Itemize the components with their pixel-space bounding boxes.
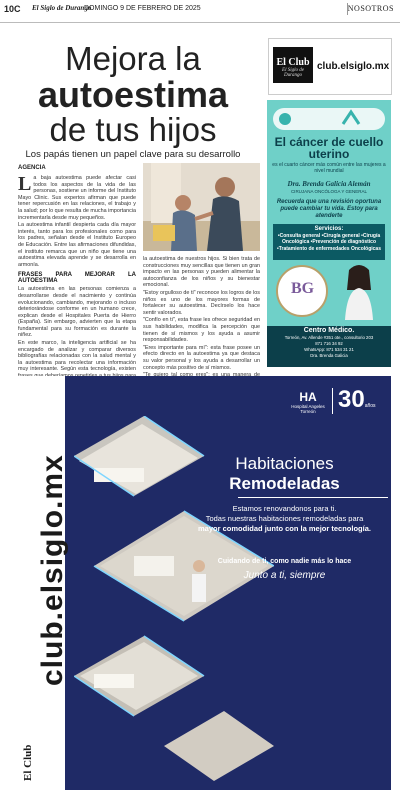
doctor-name: Dra. Brenda Galicia Alemán xyxy=(287,180,371,188)
article-headline xyxy=(8,42,258,147)
article-subheading: FRASES PARA MEJORAR LA AUTOESTIMA xyxy=(18,272,136,285)
phone: 871 716 34 92 xyxy=(315,341,343,346)
article-photo xyxy=(143,163,260,251)
article-paragraph: "Confío en ti", esta frase les ofrece seguridad en sus habilidades, modifica la percepción que tienen de sí mismos y los ayuda a asumir responsabilidades. xyxy=(143,317,260,344)
ad-headline-2: Remodeladas xyxy=(229,474,340,493)
drop-cap: L xyxy=(18,173,32,195)
doctor-portrait xyxy=(337,260,381,320)
section-name: NOSOTROS xyxy=(347,4,394,13)
doctor-specialty: CIRUJANA ONCÓLOGA Y GENERAL xyxy=(290,189,368,194)
vertical-logo: El Club xyxy=(22,744,34,781)
cancer-awareness-ad[interactable] xyxy=(267,100,391,367)
ribbon-banner xyxy=(273,108,385,130)
ad-headline-1: Habitaciones xyxy=(235,454,334,473)
address: Torreón, Av. Allende #351 ote., consultorio 203 xyxy=(284,335,374,340)
hospital-logo: HA Hospital Angeles Torreón xyxy=(291,390,325,414)
page-number: 10C xyxy=(4,4,21,14)
article-paragraph: "Estoy orgulloso de ti" reconoce los logros de los niños es uno de los mayores formas de fortalecer su autoestima. Decírselo los hace sentir valorados. xyxy=(143,289,260,316)
ad-body: Estamos renovandonos para ti. Todas nuestras habitaciones remodeladas para mayor comodidad junto con la mejor tecnología. xyxy=(198,504,371,533)
club-logo: El Club El Siglo de Durango xyxy=(273,47,313,83)
article-deck: Los papás tienen un papel clave para su desarrollo xyxy=(25,149,241,160)
services-list: •Consulta general •Cirugía general •Cirugía Oncológica •Prevención de diagnóstico •Tratamiento de enfermedades Oncológicas xyxy=(276,232,381,252)
article-paragraph: la autoestima de nuestros hijos. Si bien trata de construcciones muy sencillas que tienen un gran impacto en las personas y pueden alimentar la autoconfianza de los niños y su bienestar emocional. xyxy=(143,256,260,289)
article-paragraph: La baja autoestima puede afectar casi todos los aspectos de la vida de las personas, sostiene un informe del Instituto Mayo Clinic. Sus expertos afirman que puede tener repercusión en las relaciones, el trabajo y la salud; por lo que resulta de mucha importancia incrementarla desde muy pequeños. xyxy=(18,173,136,221)
publication-name: El Siglo de Durango xyxy=(32,4,92,12)
headline-line-1: Mejora la xyxy=(65,40,201,77)
article-paragraph: La autoestima en las personas comienza a desarrollarse desde el nacimiento y continúa evolucionando, cambiando, mejorando o incluso deteriorándose conforme en un humano crece, explican desde el Hospitales Puerta de Hierro (España). Sin embargo, advierten que la etapa fundamental para su formación es durante la niñez. xyxy=(18,286,136,339)
article-paragraph: En este marco, la inteligencia artificial se ha encargado de analizar y comparar diversos bibliografías relacionadas con la salud mental y la autoestima para recolectar una información muy interesante. Según esta tecnología, existen xyxy=(18,340,136,373)
article-paragraph: "Eres importante para mí": esta frase posee un efecto directo en la autoestima ya que destaca su valor personal y los ayuda a desarrollar un concepto más positivo de sí mismos. xyxy=(143,344,260,371)
facebook: Dra. Brenda Galicia xyxy=(310,353,348,358)
logo-divider xyxy=(332,388,333,414)
vertical-url[interactable]: club.elsiglo.mx xyxy=(36,454,69,686)
center-name: Centro Médico. xyxy=(303,327,355,334)
article-paragraph: La autoestima infantil despierta cada día mayor interés, tanto para los profesionales como para los padres, señalan desde el Instituto Europeo de Educación. Entre las afirmaciones difundidas, el instituto remarca que un niño que tiene una autoestima elevada aprende y se desarrolla en armonía. xyxy=(18,222,136,268)
issue-date: DOMINGO 9 DE FEBRERO DE 2025 xyxy=(84,5,201,12)
hospital-ad[interactable] xyxy=(8,376,391,790)
club-ad[interactable] xyxy=(268,38,392,95)
club-url[interactable]: club.elsiglo.mx xyxy=(317,61,390,72)
reminder-text: Recuerda que una revisión oportuna puede cambiar tu vida. Estoy para atenderte xyxy=(276,199,382,219)
services-box xyxy=(273,224,385,260)
headline-rule xyxy=(238,497,388,498)
contact-footer xyxy=(267,326,391,367)
doctor-logo: BG xyxy=(276,265,328,317)
slogan-2: Junto a ti, siempre xyxy=(243,570,326,581)
article-byline: AGENCIA xyxy=(18,165,46,171)
whatsapp: WhatsApp: 871 534 31 21 xyxy=(304,347,354,352)
page-header xyxy=(0,0,400,23)
slogan-1: Cuidando de ti, como nadie más lo hace xyxy=(217,558,352,565)
anniversary-badge: 30años xyxy=(338,386,376,413)
cancer-subtitle: es el cuarto cáncer más común entre las mujeres a nivel mundial xyxy=(272,162,386,174)
awareness-ribbon-icon xyxy=(273,108,385,130)
headline-line-2: autoestima xyxy=(37,74,229,115)
services-title: Servicios: xyxy=(314,226,344,232)
cancer-title: El cáncer de cuello uterino xyxy=(274,135,384,161)
headline-line-3: de tus hijos xyxy=(49,111,217,148)
